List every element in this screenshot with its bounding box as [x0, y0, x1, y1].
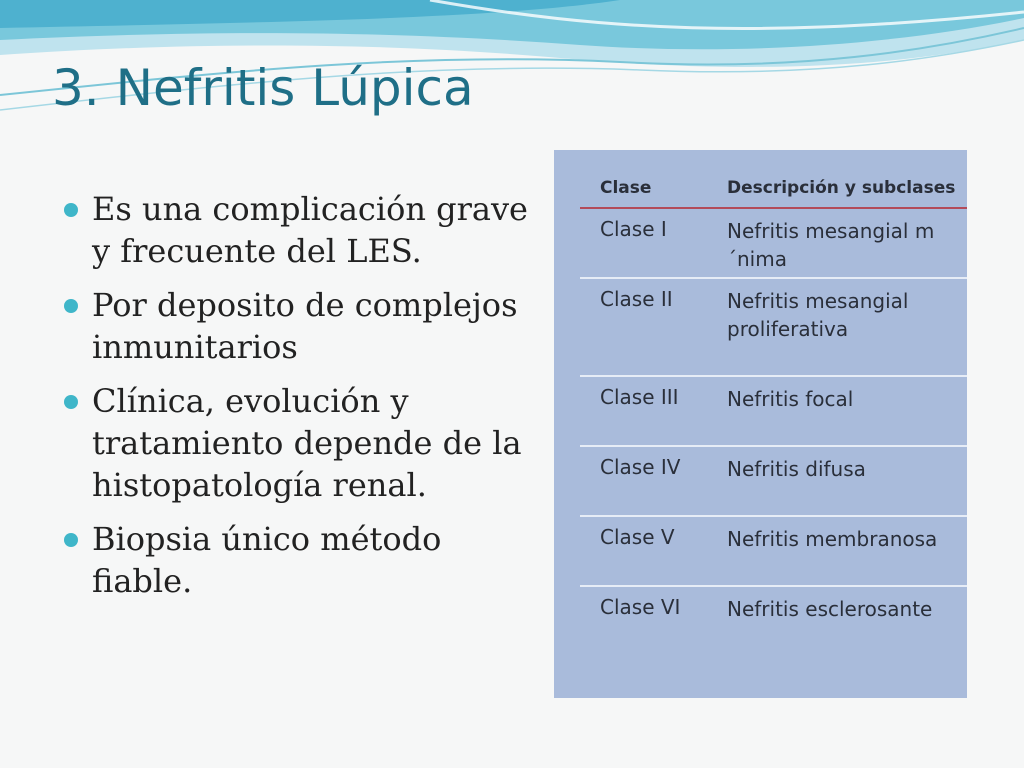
table-cell-descripcion: Nefritis focal [727, 387, 854, 411]
bullet-text: Por deposito de complejos inmunitarios [92, 286, 518, 366]
table-row [580, 517, 967, 587]
table-cell-clase: Clase VI [600, 595, 681, 619]
table-cell-descripcion: Nefritis mesangial proliferativa [727, 289, 909, 341]
bullet-item [62, 380, 532, 506]
table-cell-descripcion: Nefritis difusa [727, 457, 866, 481]
table-row [580, 209, 967, 279]
table-row [580, 447, 967, 517]
table-cell-clase: Clase I [600, 217, 667, 241]
bullet-dot-icon [64, 203, 78, 217]
bullet-item [62, 518, 532, 602]
bullet-dot-icon [64, 395, 78, 409]
bullet-text: Es una complicación grave y frecuente del LES. [92, 190, 528, 270]
table-cell-clase: Clase II [600, 287, 673, 311]
table-cell-clase: Clase III [600, 385, 679, 409]
table-header-descripcion: Descripción y subclases [727, 178, 956, 198]
classification-table [554, 150, 967, 698]
table-header-clase: Clase [600, 178, 652, 198]
slide-title: 3. Nefritis Lúpica [52, 59, 474, 117]
bullet-item [62, 188, 532, 272]
bullet-dot-icon [64, 533, 78, 547]
table-cell-descripcion: Nefritis membranosa [727, 527, 938, 551]
table-cell-descripcion: Nefritis esclerosante [727, 597, 933, 621]
bullet-dot-icon [64, 299, 78, 313]
bullet-text: Biopsia único método fiable. [92, 520, 442, 600]
table-cell-clase: Clase V [600, 525, 675, 549]
table-row [580, 587, 967, 655]
table-row [580, 279, 967, 377]
table-cell-clase: Clase IV [600, 455, 681, 479]
bullet-list [62, 188, 532, 614]
table-cell-descripcion: Nefritis mesangial m´nima [727, 219, 935, 271]
table-row [580, 377, 967, 447]
bullet-text: Clínica, evolución y tratamiento depende de la histopatología renal. [92, 382, 522, 504]
bullet-item [62, 284, 532, 368]
